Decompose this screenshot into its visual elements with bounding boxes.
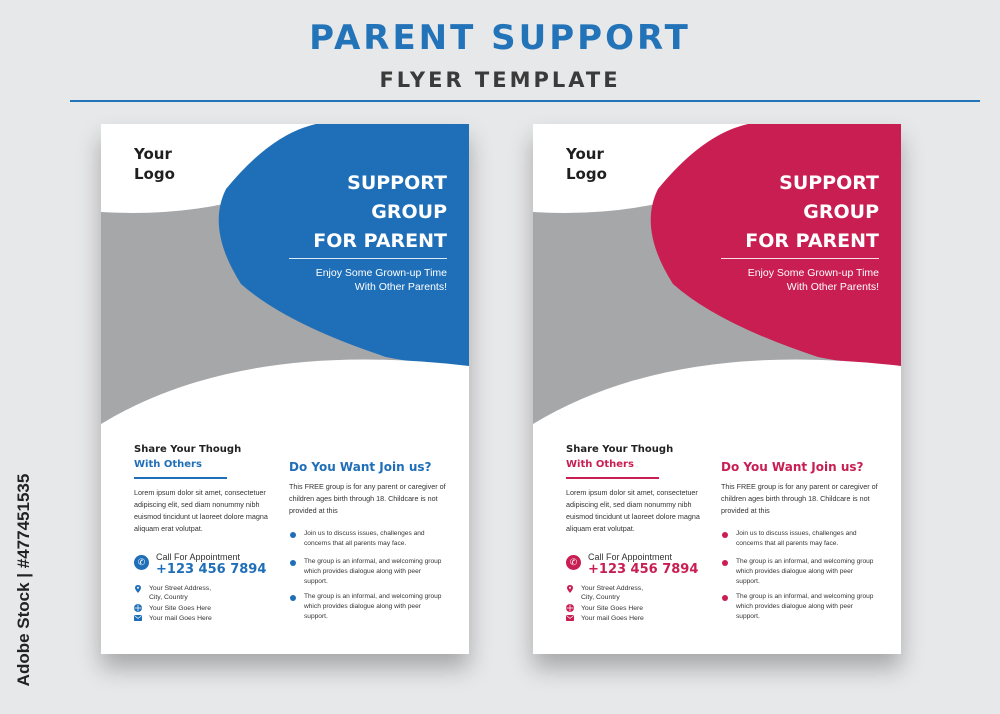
page-title: PARENT SUPPORT	[309, 18, 691, 58]
stock-id-label	[4, 470, 40, 700]
address-line-1: Your Street Address,	[149, 585, 212, 592]
address-line-2: City, Country	[581, 594, 620, 601]
bullet-dot	[290, 560, 296, 566]
share-title: Share Your Though	[566, 444, 674, 455]
bullet-item: The group is an informal, and welcoming group which provides dialogue along with peer support.	[304, 593, 442, 620]
page-subtitle: FLYER TEMPLATE	[379, 68, 621, 92]
site-text: Your Site Goes Here	[149, 605, 212, 612]
call-label: Call For Appointment	[156, 552, 241, 562]
lorem-paragraph: Lorem ipsum dolor sit amet, consectetuer adipiscing elit, sed diam nonummy nibh euismod tincidunt ut laoreet dolore magna aliquam erat volutpat.	[566, 488, 700, 533]
share-title: Share Your Though	[134, 444, 242, 455]
bullet-item: Join us to discuss issues, challenges and concerns that all parents may face.	[304, 530, 425, 547]
call-number: +123 456 7894	[156, 562, 267, 577]
headline-line-3: FOR PARENT	[313, 230, 447, 252]
tagline-line-2: With Other Parents!	[786, 281, 879, 293]
mail-text: Your mail Goes Here	[149, 615, 212, 622]
join-intro: This FREE group is for any parent or caregiver of children ages birth through 18. Childcare is not provided at this	[721, 482, 878, 515]
phone-icon: ✆	[134, 555, 149, 570]
stock-id-text: Adobe Stock | #477451535	[14, 473, 33, 687]
headline-line-2: GROUP	[371, 201, 447, 223]
headline-divider	[289, 258, 447, 259]
bullet-dot	[722, 532, 728, 538]
join-intro: This FREE group is for any parent or caregiver of children ages birth through 18. Childcare is not provided at this	[289, 482, 446, 515]
globe-icon	[134, 604, 142, 612]
share-subtitle: With Others	[134, 459, 202, 470]
logo-placeholder	[134, 144, 175, 184]
flyer-blue	[101, 124, 469, 654]
address-line-2: City, Country	[149, 594, 188, 601]
headline-line-1: SUPPORT	[779, 172, 879, 194]
address-line-1: Your Street Address,	[581, 585, 644, 592]
tagline-line-1: Enjoy Some Grown-up Time	[315, 267, 447, 279]
share-divider	[566, 477, 659, 479]
header-divider	[70, 100, 980, 102]
bullet-dot	[722, 560, 728, 566]
flyer-pink	[533, 124, 901, 654]
join-title: Do You Want Join us?	[721, 460, 864, 474]
join-title: Do You Want Join us?	[289, 460, 432, 474]
tagline-line-1: Enjoy Some Grown-up Time	[747, 267, 879, 279]
bullet-item: Join us to discuss issues, challenges and concerns that all parents may face.	[736, 530, 857, 547]
address	[581, 584, 643, 602]
share-subtitle: With Others	[566, 459, 634, 470]
headline-divider	[721, 258, 879, 259]
logo-line-2: Logo	[134, 165, 175, 183]
location-icon	[566, 585, 574, 593]
address	[149, 584, 211, 602]
location-icon	[134, 585, 142, 593]
mail-icon	[566, 614, 574, 622]
bullet-item: The group is an informal, and welcoming group which provides dialogue along with peer support.	[736, 593, 874, 620]
site-text: Your Site Goes Here	[581, 605, 644, 612]
share-divider	[134, 477, 227, 479]
logo-placeholder	[566, 144, 607, 184]
call-number: +123 456 7894	[588, 562, 699, 577]
bullet-dot	[290, 595, 296, 601]
flyer-tagline	[227, 266, 447, 294]
mail-text: Your mail Goes Here	[581, 615, 644, 622]
bullet-dot	[722, 595, 728, 601]
flyer-headline	[217, 169, 447, 256]
headline-line-1: SUPPORT	[347, 172, 447, 194]
globe-icon	[566, 604, 574, 612]
phone-icon: ✆	[566, 555, 581, 570]
logo-line-2: Logo	[566, 165, 607, 183]
tagline-line-2: With Other Parents!	[354, 281, 447, 293]
headline-line-3: FOR PARENT	[745, 230, 879, 252]
lorem-paragraph: Lorem ipsum dolor sit amet, consectetuer adipiscing elit, sed diam nonummy nibh euismod tincidunt ut laoreet dolore magna aliquam erat volutpat.	[134, 488, 268, 533]
bullet-item: The group is an informal, and welcoming group which provides dialogue along with peer support.	[736, 558, 874, 585]
logo-line-1: Your	[134, 145, 172, 163]
flyer-headline	[649, 169, 879, 256]
headline-line-2: GROUP	[803, 201, 879, 223]
mail-icon	[134, 614, 142, 622]
flyer-tagline	[659, 266, 879, 294]
logo-line-1: Your	[566, 145, 604, 163]
call-label: Call For Appointment	[588, 552, 673, 562]
bullet-dot	[290, 532, 296, 538]
bullet-item: The group is an informal, and welcoming group which provides dialogue along with peer support.	[304, 558, 442, 585]
